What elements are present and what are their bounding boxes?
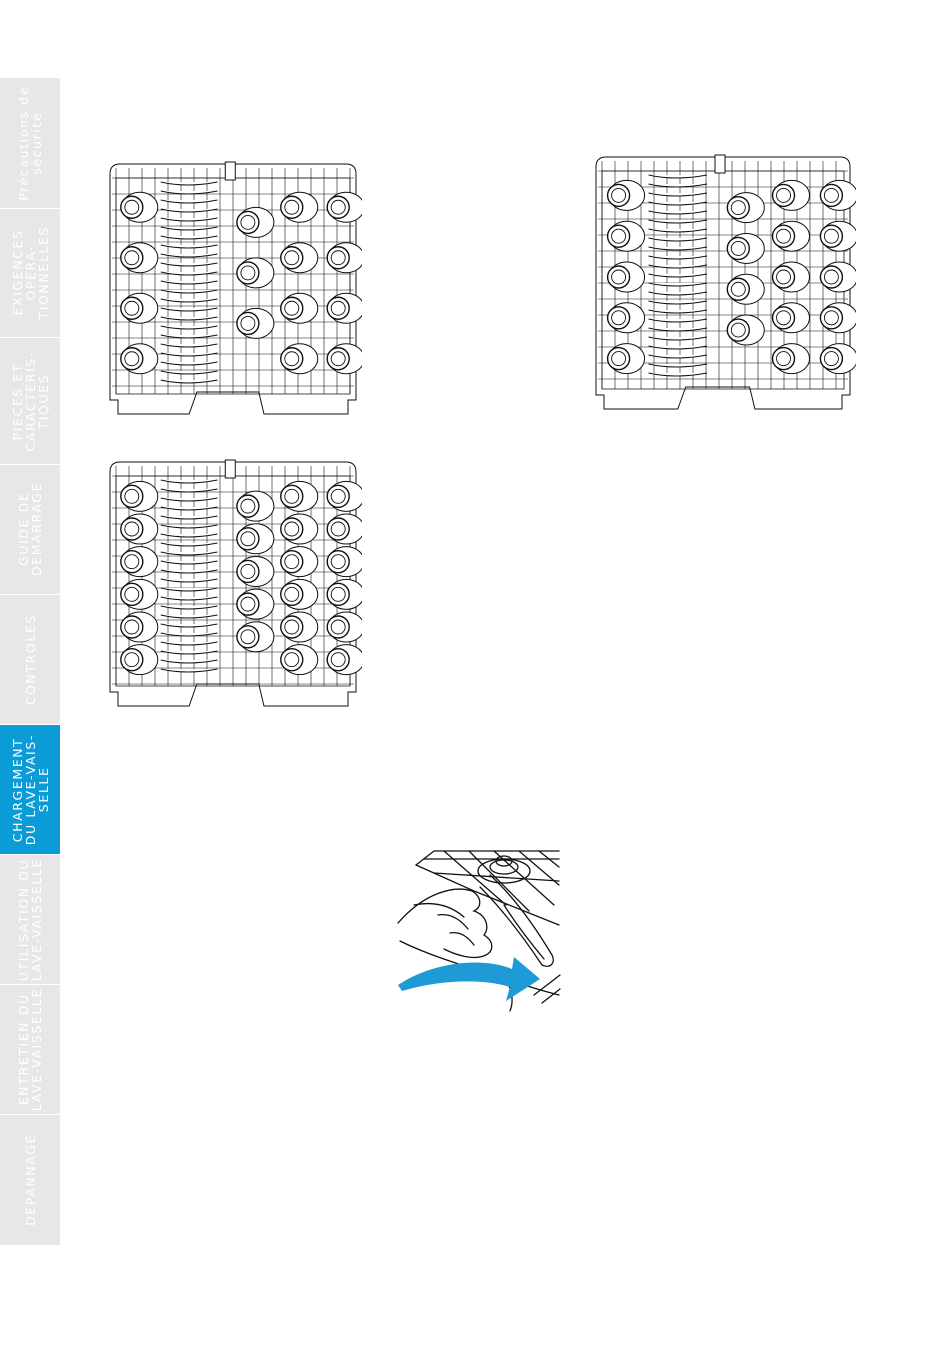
tab-label: EXIGENCES OPERA- TIONNELLES <box>9 226 51 320</box>
tab-label: CONTROLES <box>22 613 38 706</box>
dish-rack-icon <box>104 160 362 418</box>
tab-depannage[interactable] <box>0 1115 60 1245</box>
section-nav-sidebar <box>0 78 60 1245</box>
tab-label: DEPANNAGE <box>22 1134 38 1226</box>
tab-controles[interactable] <box>0 595 60 725</box>
tab-entretien[interactable] <box>0 985 60 1115</box>
tab-exigences[interactable] <box>0 209 60 338</box>
tab-chargement[interactable] <box>0 725 60 855</box>
tab-label: UTILISATION DU LAVE-VAISSELLE <box>16 857 44 982</box>
rack-loading-diagram-1 <box>104 160 362 418</box>
spray-arm-illustration <box>394 845 564 1013</box>
rack-loading-diagram-3 <box>104 458 362 710</box>
spray-arm-rotation-icon <box>394 845 564 1013</box>
tab-label: Précautions de sécurité <box>16 85 44 201</box>
tab-guide[interactable] <box>0 465 60 595</box>
tab-securite[interactable] <box>0 78 60 209</box>
tab-pieces[interactable] <box>0 338 60 465</box>
dish-rack-icon <box>590 153 856 413</box>
dish-rack-icon <box>104 458 362 710</box>
tab-label: CHARGEMENT DU LAVE-VAIS- SELLE <box>9 733 51 846</box>
tab-label: PIECES ET CARACTERIS- TIQUES <box>9 350 51 452</box>
rack-loading-diagram-2 <box>590 153 856 413</box>
tab-label: GUIDE DE DEMARRAGE <box>16 482 44 577</box>
tab-utilisation[interactable] <box>0 855 60 985</box>
tab-label: ENTRETIEN DU LAVE-VAISSELLE <box>16 987 44 1112</box>
